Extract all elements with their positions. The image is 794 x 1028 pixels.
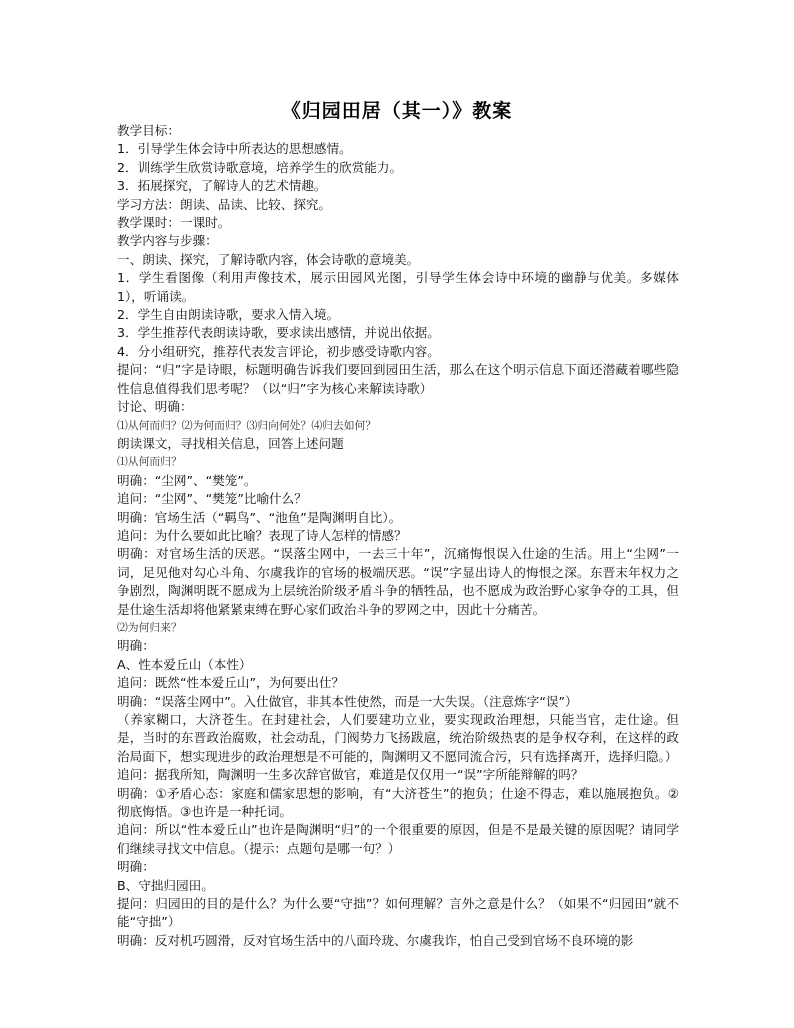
paragraph: 提问：“归”字是诗眼，标题明确告诉我们要回到园田生活，那么在这个明示信息下面还潜藏着哪些隐性信息值得我们思考呢？（以“归”字为核心来解读诗歌） — [117, 362, 679, 396]
paragraph: 明确：官场生活（“羁鸟”、“池鱼”是陶渊明自比）。 — [117, 509, 402, 525]
paragraph: 1．引导学生体会诗中所表达的思想感情。 — [117, 141, 352, 157]
paragraph: 明确：反对机巧圆滑，反对官场生活中的八面玲珑、尔虞我诈，怕自己受到官场不良环境的影 — [117, 932, 634, 948]
paragraph: 追问：既然“性本爱丘山”，为何要出仕？ — [117, 675, 345, 691]
paragraph: 明确： — [117, 638, 155, 654]
paragraph: 明确： — [117, 859, 155, 875]
paragraph: 明确：对官场生活的厌恶。“误落尘网中，一去三十年”，沉痛悔恨误入仕途的生活。用上“尘网”一词，足见他对勾心斗角、尔虞我诈的官场的极端厌恶。“误”字显出诗人的悔恨之深。东晋末年权力之争剧烈，陶渊明既不愿成为上层统治阶级矛盾斗争的牺牲品，也不愿成为政治野心家争夺的工具，但是仕途生活却将他紧紧束缚在野心家们政治斗争的罗网之中，因此十分痛苦。 — [117, 546, 679, 617]
paragraph: A、性本爱丘山（本性） — [117, 656, 252, 672]
document-body — [117, 122, 679, 950]
paragraph: B、守拙归园田。 — [117, 877, 214, 893]
paragraph: 2．学生自由朗读诗歌，要求入情入境。 — [117, 307, 340, 323]
paragraph: 教学内容与步骤： — [117, 233, 218, 249]
paragraph: 3．拓展探究，了解诗人的艺术情趣。 — [117, 178, 327, 194]
paragraph: 1．学生看图像（利用声像技术，展示田园风光图，引导学生体会诗中环境的幽静与优美。多媒体1），听诵读。 — [117, 270, 679, 304]
paragraph: 教学目标： — [117, 123, 180, 138]
paragraph: 4．分小组研究，推荐代表发言评论，初步感受诗歌内容。 — [117, 343, 440, 359]
paragraph: 提问：归园田的目的是什么？为什么要“守拙”？如何理解？言外之意是什么？（如果不“归园田”就不能“守拙”） — [117, 896, 679, 930]
document-title: 《归园田居（其一）》教案 — [281, 100, 513, 122]
paragraph: 追问：所以“性本爱丘山”也许是陶渊明“归”的一个很重要的原因，但是不是最关键的原因呢？请同学们继续寻找文中信息。（提示：点题句是哪一句？） — [117, 822, 679, 856]
paragraph: 3．学生推荐代表朗读诗歌，要求读出感情，并说出依据。 — [117, 325, 440, 341]
paragraph: 教学课时：一课时。 — [117, 215, 231, 231]
paragraph: 追问：为什么要如此比喻？表现了诗人怎样的情感？ — [117, 527, 407, 543]
paragraph: 追问：据我所知，陶渊明一生多次辞官做官，难道是仅仅用一“误”字所能辩解的吗？ — [117, 767, 584, 783]
paragraph: 讨论、明确： — [117, 399, 193, 415]
paragraph: 追问：“尘网”、“樊笼”比喻什么？ — [117, 491, 307, 507]
paragraph: （养家糊口，大济苍生。在封建社会，人们要建功立业，要实现政治理想，只能当官，走仕途。但是，当时的东晋政治腐败，社会动乱，门阀势力飞扬跋扈，统治阶级热衷的是争权夺利，在这样的政治局面下，想实现进步的政治理想是不可能的，陶渊明又不愿同流合污，只有选择离开，选择归隐。） — [117, 712, 679, 764]
paragraph: ⑴从何而归？⑵为何而归？⑶归向何处？⑷归去如何？ — [117, 418, 377, 432]
paragraph: ⑵为何归来？ — [117, 620, 182, 634]
paragraph: 明确：“尘网”、“樊笼”。 — [117, 472, 257, 488]
paragraph: 2．训练学生欣赏诗歌意境，培养学生的欣赏能力。 — [117, 159, 403, 175]
paragraph: ⑴从何而归？ — [117, 455, 182, 469]
paragraph: 朗读课文，寻找相关信息，回答上述问题 — [117, 435, 344, 451]
paragraph: 明确：“误落尘网中”。入仕做官，非其本性使然，而是一大失误。（注意炼字“误”） — [117, 693, 578, 709]
paragraph: 一、朗读、探究，了解诗歌内容，体会诗歌的意境美。 — [117, 251, 420, 267]
paragraph: 明确：①矛盾心态：家庭和儒家思想的影响，有“大济苍生”的抱负；仕途不得志，难以施展抱负。②彻底悔悟。③也许是一种托词。 — [117, 785, 679, 820]
paragraph: 学习方法：朗读、品读、比较、探究。 — [117, 196, 332, 212]
